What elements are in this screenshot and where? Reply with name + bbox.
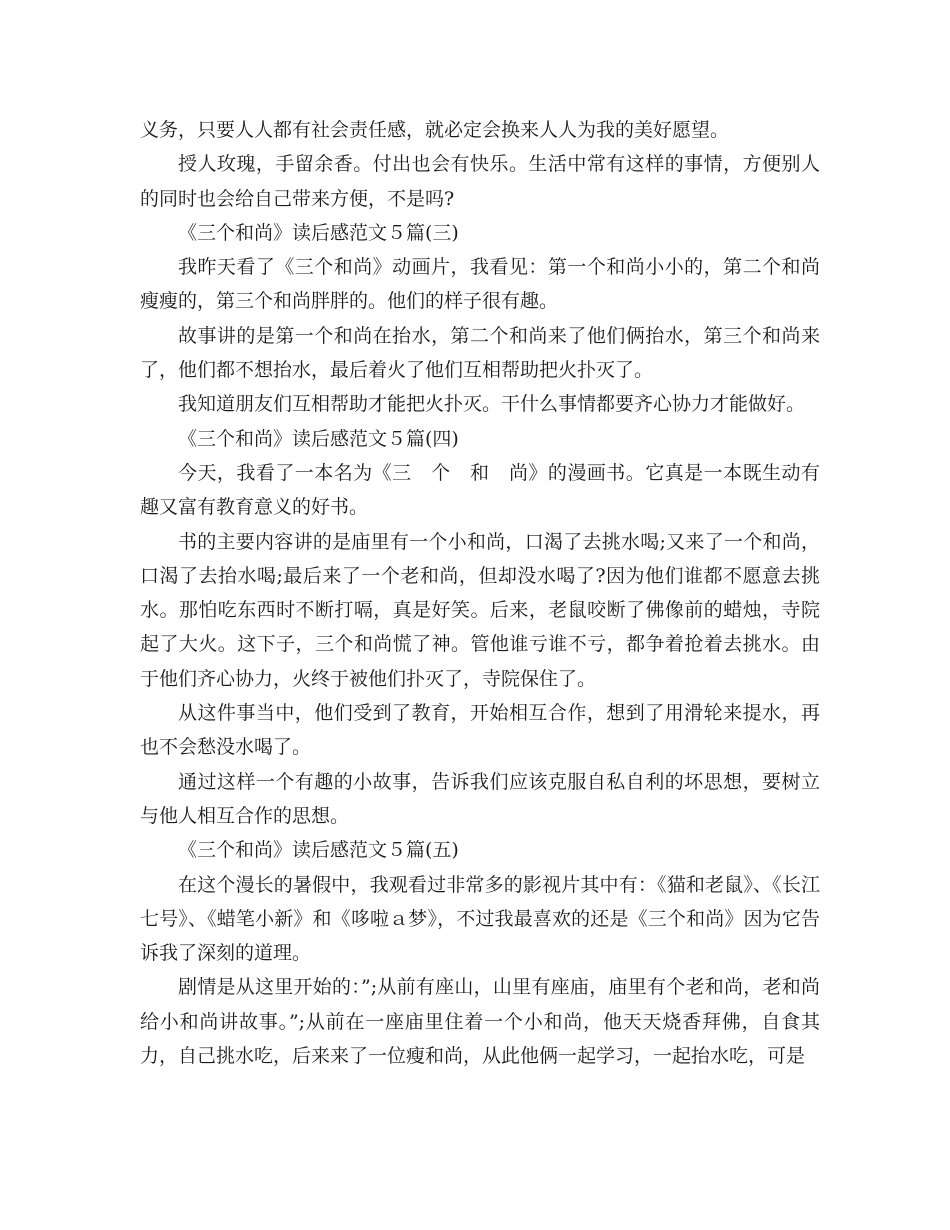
paragraph: 故事讲的是第一个和尚在抬水，第二个和尚来了他们俩抬水，第三个和尚来了，他们都不想抬水，最后着火了他们互相帮助把火扑灭了。 bbox=[140, 324, 820, 382]
section-heading: 《三个和尚》读后感范文５篇(三) bbox=[178, 221, 459, 244]
paragraph: 书的主要内容讲的是庙里有一个小和尚，口渴了去挑水喝;又来了一个和尚，口渴了去抬水喝;最后来了一个老和尚，但却没水喝了?因为他们谁都不愿意去挑水。那怕吃东西时不断打嗝，真是好笑。后来，老鼠咬断了佛像前的蜡烛，寺院起了大火。这下子，三个和尚慌了神。管他谁亏谁不亏，都争着抢着去挑水。由于他们齐心协力，火终于被他们扑灭了，寺院保住了。 bbox=[140, 530, 820, 690]
document-body bbox=[140, 113, 820, 1073]
paragraph: 今天，我看了一本名为《三 个 和 尚》的漫画书。它真是一本既生动有趣又富有教育意义的好书。 bbox=[140, 461, 820, 519]
paragraph: 我知道朋友们互相帮助才能把火扑灭。干什么事情都要齐心协力才能做好。 bbox=[178, 393, 806, 416]
section-heading: 《三个和尚》读后感范文５篇(五) bbox=[178, 839, 459, 862]
paragraph: 在这个漫长的暑假中，我观看过非常多的影视片其中有：《猫和老鼠》、《长江七号》、《蜡笔小新》和《哆啦ａ梦》，不过我最喜欢的还是《三个和尚》因为它告诉我了深刻的道理。 bbox=[140, 873, 820, 965]
paragraph: 剧情是从这里开始的：”;从前有座山，山里有座庙，庙里有个老和尚，老和尚给小和尚讲故事。”;从前在一座庙里住着一个小和尚，他天天烧香拜佛，自食其力，自己挑水吃，后来来了一位瘦和尚，从此他俩一起学习，一起抬水吃，可是 bbox=[140, 976, 820, 1068]
paragraph: 我昨天看了《三个和尚》动画片，我看见：第一个和尚小小的，第二个和尚瘦瘦的，第三个和尚胖胖的。他们的样子很有趣。 bbox=[140, 256, 820, 313]
paragraph-continued: 义务，只要人人都有社会责任感，就必定会换来人人为我的美好愿望。 bbox=[140, 119, 730, 141]
paragraph: 从这件事当中，他们受到了教育，开始相互合作，想到了用滑轮来提水，再也不会愁没水喝了。 bbox=[140, 702, 820, 759]
paragraph: 授人玫瑰，手留余香。付出也会有快乐。生活中常有这样的事情，方便别人的同时也会给自己带来方便，不是吗? bbox=[140, 153, 820, 210]
paragraph: 通过这样一个有趣的小故事，告诉我们应该克服自私自利的坏思想，要树立与他人相互合作的思想。 bbox=[140, 770, 820, 827]
section-heading: 《三个和尚》读后感范文５篇(四) bbox=[178, 427, 459, 450]
